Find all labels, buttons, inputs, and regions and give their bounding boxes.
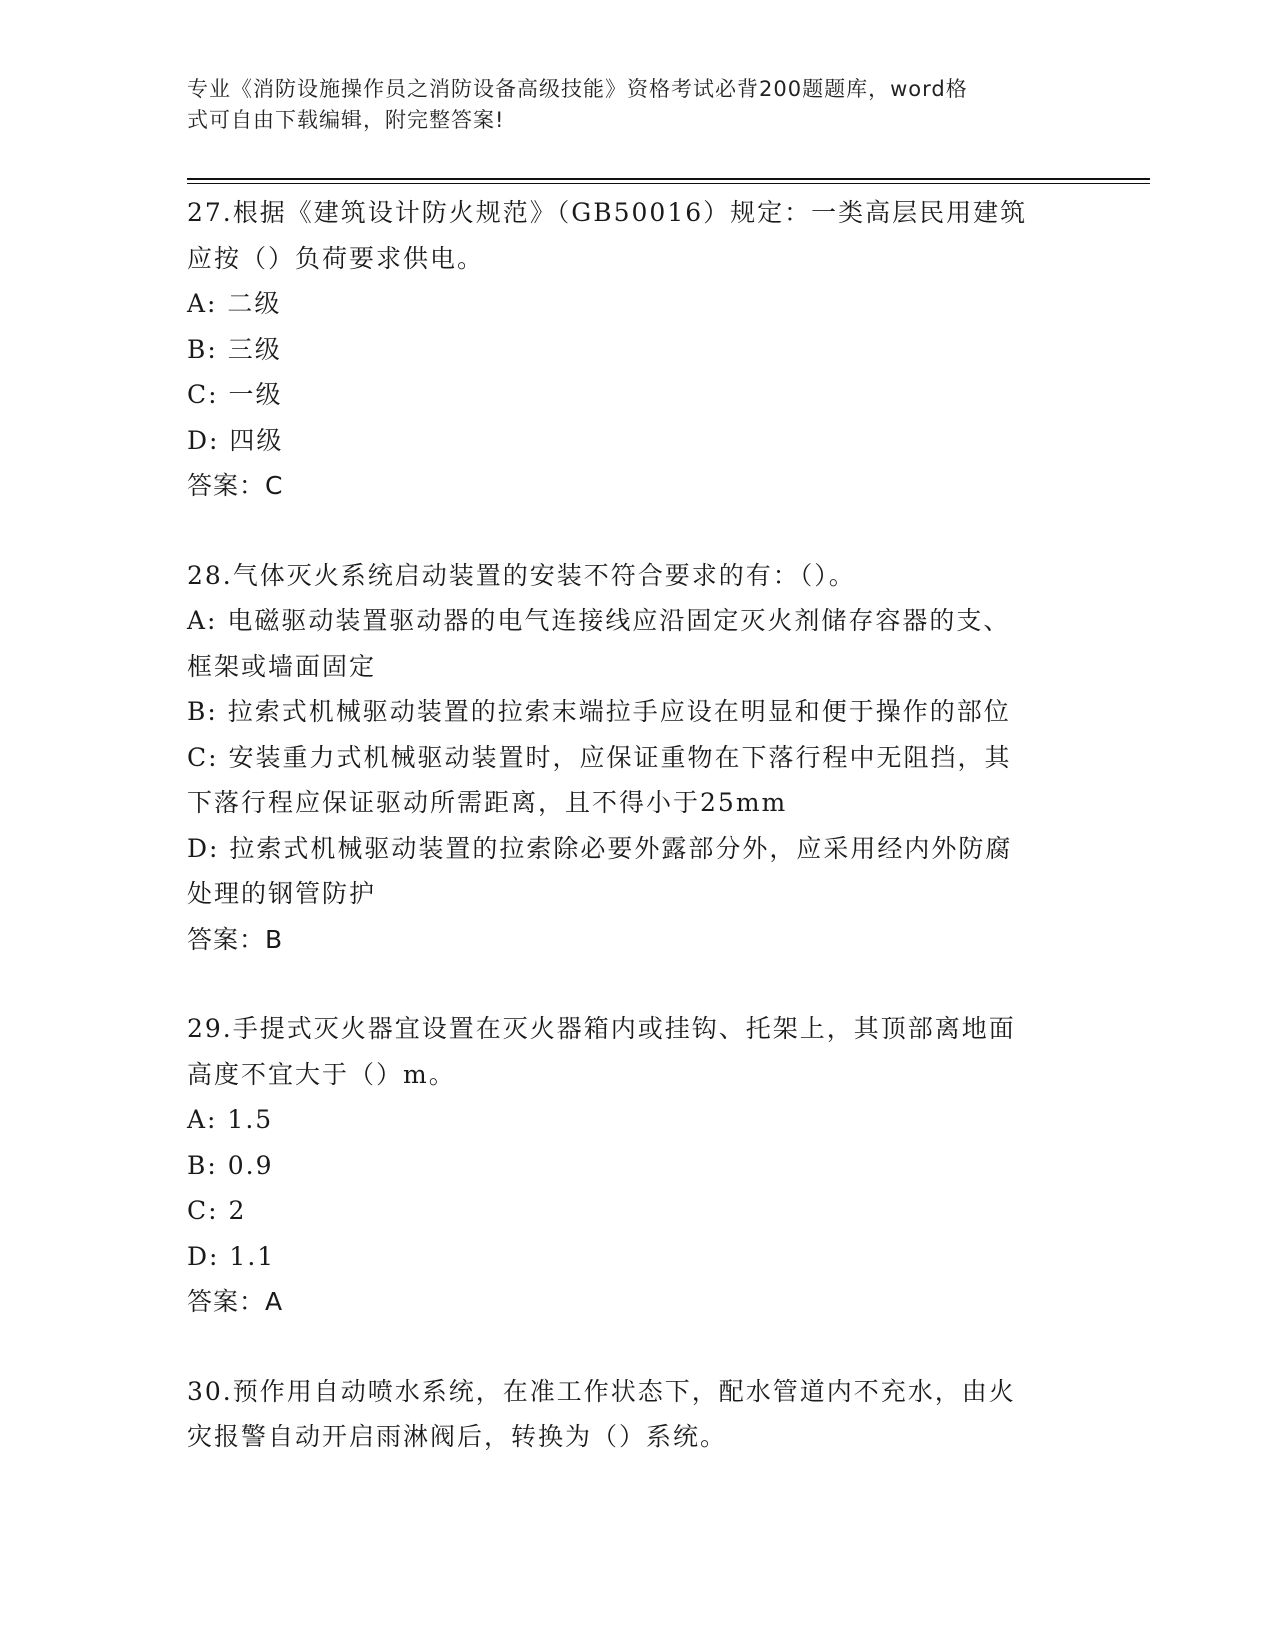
document-header xyxy=(187,74,1067,136)
header-rule-thick xyxy=(187,178,1150,180)
option-d: D: 拉索式机械驱动装置的拉索除必要外露部分外，应采用经内外防腐 xyxy=(187,833,1013,863)
header-rule-thin xyxy=(187,183,1150,184)
option-d: D: 1.1 xyxy=(187,1241,276,1271)
option-a-continued: 框架或墙面固定 xyxy=(187,651,377,681)
option-a: A: 电磁驱动装置驱动器的电气连接线应沿固定灭火剂储存容器的支、 xyxy=(187,606,1011,635)
answer-text: 答案：B xyxy=(187,924,284,954)
question-stem-line: 高度不宜大于（）m。 xyxy=(187,1059,456,1089)
option-d: D: 四级 xyxy=(187,425,284,455)
header-line-2: 式可自由下载编辑，附完整答案! xyxy=(187,108,505,132)
question-stem-line: 27.根据《建筑设计防火规范》（GB50016）规定：一类高层民用建筑 xyxy=(187,198,1028,227)
option-a: A: 二级 xyxy=(187,289,282,318)
option-c-continued: 下落行程应保证驱动所需距离，且不得小于25mm xyxy=(187,788,788,817)
option-c: C: 一级 xyxy=(187,380,283,409)
question-stem-line: 28.气体灭火系统启动装置的安装不符合要求的有：（）。 xyxy=(187,560,856,590)
option-b: B: 0.9 xyxy=(187,1150,274,1180)
question-list xyxy=(187,190,1067,1504)
option-d-continued: 处理的钢管防护 xyxy=(187,879,377,908)
question-28 xyxy=(187,553,1067,963)
question-stem-line: 应按（）负荷要求供电。 xyxy=(187,243,485,273)
answer-text: 答案：C xyxy=(187,471,284,500)
question-stem-line: 灾报警自动开启雨淋阀后，转换为（）系统。 xyxy=(187,1422,728,1451)
option-a: A: 1.5 xyxy=(187,1105,274,1134)
question-30 xyxy=(187,1369,1067,1460)
option-c: C: 安装重力式机械驱动装置时，应保证重物在下落行程中无阻挡，其 xyxy=(187,742,1012,772)
question-stem-line: 29.手提式灭火器宜设置在灭火器箱内或挂钩、托架上，其顶部离地面 xyxy=(187,1014,1016,1043)
question-29 xyxy=(187,1006,1067,1325)
option-c: C: 2 xyxy=(187,1196,247,1225)
option-b: B: 三级 xyxy=(187,334,282,364)
header-line-1: 专业《消防设施操作员之消防设备高级技能》资格考试必背200题题库，word格 xyxy=(187,77,968,101)
question-27 xyxy=(187,190,1067,509)
option-b: B: 拉索式机械驱动装置的拉索末端拉手应设在明显和便于操作的部位 xyxy=(187,697,1011,726)
answer-text: 答案：A xyxy=(187,1287,284,1316)
question-stem-line: 30.预作用自动喷水系统，在准工作状态下，配水管道内不充水，由火 xyxy=(187,1376,1016,1406)
